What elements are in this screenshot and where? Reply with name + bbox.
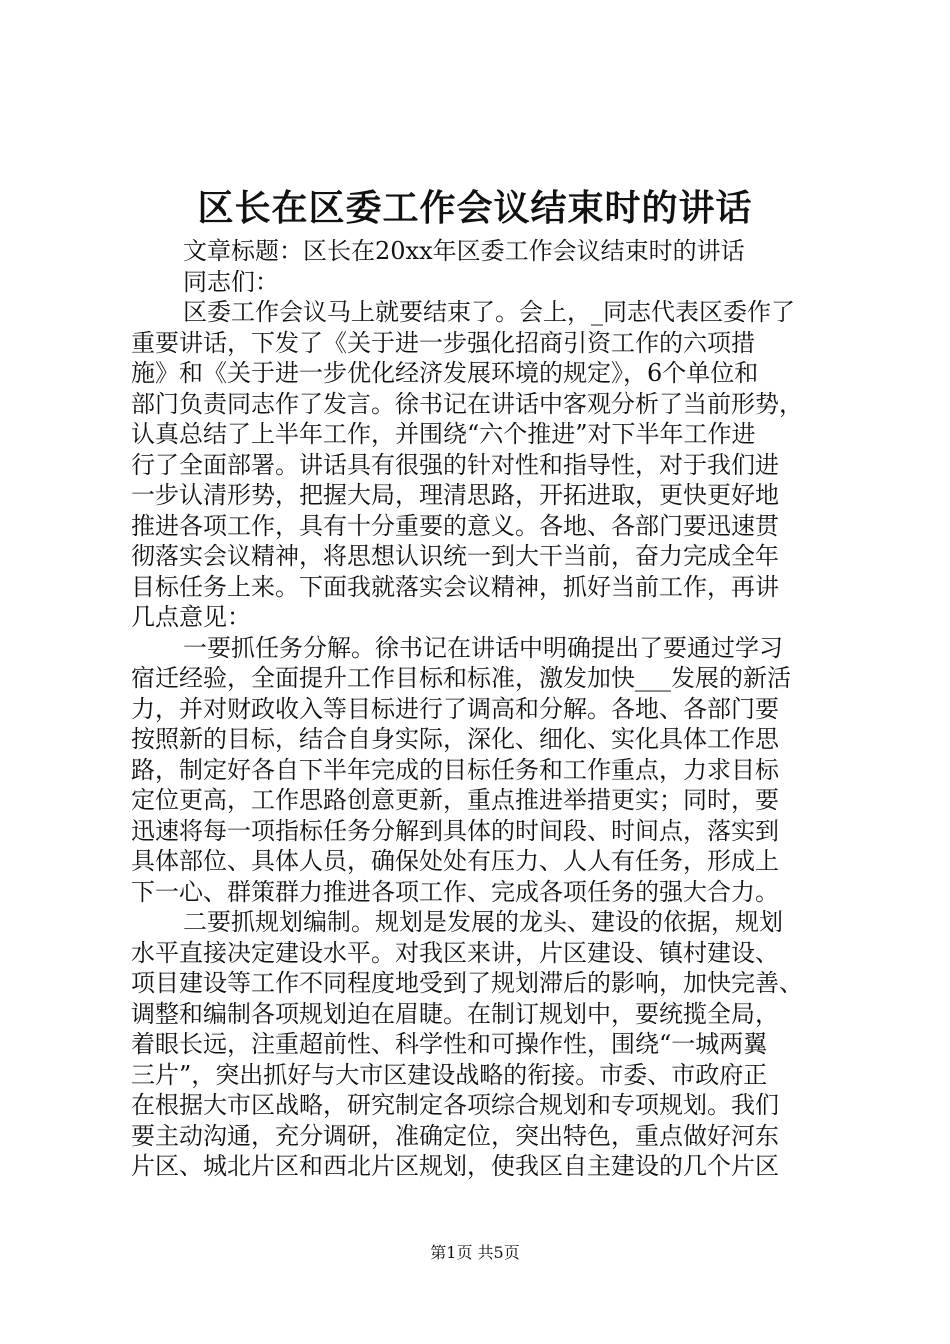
text-line: 一步认清形势，把握大局，理清思路，开拓进取，更快更好地	[131, 481, 779, 509]
text-line: 着眼长远，注重超前性、科学性和可操作性，围绕“一城两翼	[131, 1030, 768, 1058]
text-line: 目标任务上来。下面我就落实会议精神，抓好当前工作，再讲	[131, 572, 779, 601]
text-line: 宿迁经验，全面提升工作目标和标准，激发加快___发展的新活	[131, 664, 791, 692]
text-line: 迅速将每一项指标任务分解到具体的时间段、时间点，落实到	[131, 816, 779, 845]
text-line: 几点意见：	[131, 603, 251, 631]
text-line: 调整和编制各项规划迫在眉睫。在制订规划中，要统揽全局，	[131, 999, 779, 1028]
text-line: 同志们：	[183, 267, 279, 296]
text-line: 重要讲话，下发了《关于进一步强化招商引资工作的六项措	[131, 328, 755, 357]
text-line: 路，制定好各自下半年完成的目标任务和工作重点，力求目标	[131, 755, 779, 784]
text-line: 在根据大市区战略，研究制定各项综合规划和专项规划。我们	[131, 1091, 779, 1119]
text-line: 要主动沟通，充分调研，准确定位，突出特色，重点做好河东	[131, 1121, 779, 1150]
text-line: 推进各项工作，具有十分重要的意义。各地、各部门要迅速贯	[131, 511, 779, 540]
text-line: 力，并对财政收入等目标进行了调高和分解。各地、各部门要	[131, 694, 779, 723]
text-line: 部门负责同志作了发言。徐书记在讲话中客观分析了当前形势，	[131, 389, 803, 418]
text-line: 二要抓规划编制。规划是发展的龙头、建设的依据，规划	[183, 908, 783, 936]
text-line: 具体部位、具体人员，确保处处有压力、人人有任务，形成上	[131, 847, 779, 875]
document-body	[131, 236, 851, 1182]
page-footer: 第1页 共5页	[430, 1243, 520, 1262]
text-line: 一要抓任务分解。徐书记在讲话中明确提出了要通过学习	[183, 633, 783, 662]
text-line: 三片”，突出抓好与大市区建设战略的衔接。市委、市政府正	[131, 1060, 768, 1089]
text-line: 定位更高，工作思路创意更新，重点推进举措更实；同时，要	[131, 786, 779, 814]
document-title: 区长在区委工作会议结束时的讲话	[197, 187, 753, 229]
text-line: 施》和《关于进一步优化经济发展环境的规定》，6个单位和	[131, 359, 759, 387]
text-line: 下一心、群策群力推进各项工作、完成各项任务的强大合力。	[131, 877, 779, 906]
text-line: 按照新的目标，结合自身实际，深化、细化、实化具体工作思	[131, 725, 779, 753]
text-line: 片区、城北片区和西北片区规划，使我区自主建设的几个片区	[131, 1152, 779, 1180]
text-line: 水平直接决定建设水平。对我区来讲，片区建设、镇村建设、	[131, 938, 779, 967]
text-line: 文章标题：区长在20xx年区委工作会议结束时的讲话	[183, 237, 745, 265]
text-line: 区委工作会议马上就要结束了。会上，_同志代表区委作了	[183, 298, 795, 326]
text-line: 项目建设等工作不同程度地受到了规划滞后的影响，加快完善、	[131, 969, 803, 997]
text-line: 认真总结了上半年工作，并围绕“六个推进”对下半年工作进	[131, 420, 756, 448]
text-line: 行了全面部署。讲话具有很强的针对性和指导性，对于我们进	[131, 450, 779, 479]
text-line: 彻落实会议精神，将思想认识统一到大干当前，奋力完成全年	[131, 542, 779, 570]
